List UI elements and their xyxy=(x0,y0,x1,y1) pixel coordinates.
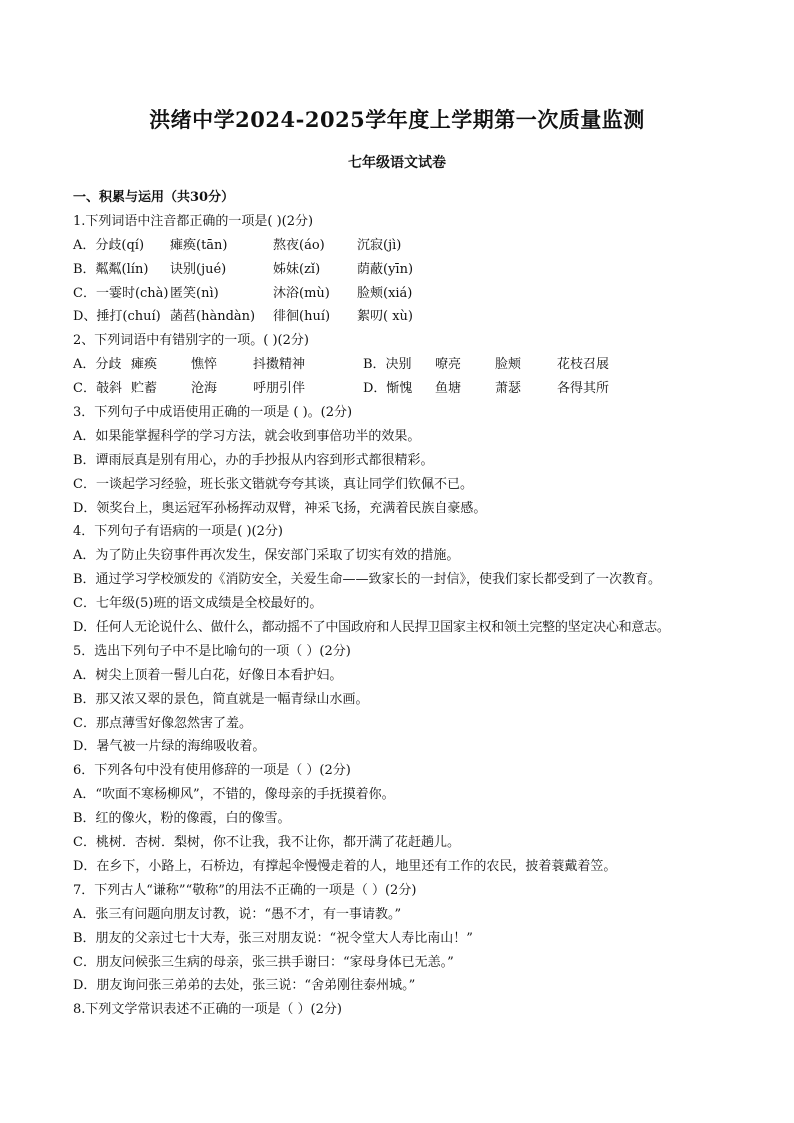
option-word: B．决别 xyxy=(363,357,412,373)
question-7-stem: 7．下列古人“谦称”“敬称”的用法不正确的一项是（ ）(2分) xyxy=(73,882,417,898)
question-5-option-b: B．那又浓又翠的景色，简直就是一幅青绿山水画。 xyxy=(73,691,369,707)
option-word: 荫蔽(yīn) xyxy=(357,261,414,277)
question-4-stem: 4．下列句子有语病的一项是( )(2分) xyxy=(73,524,283,540)
option-word: 抖擞精神 xyxy=(253,357,306,373)
option-word: C．一霎时(chà) xyxy=(73,285,169,301)
option-word: 各得其所 xyxy=(557,381,610,397)
option-word: D．惭愧 xyxy=(363,381,413,397)
option-word: A．分歧(qí) xyxy=(73,237,145,253)
question-3-option-a: A．如果能掌握科学的学习方法，就会收到事倍功半的效果。 xyxy=(73,428,421,444)
question-7-option-a: A．张三有问题向朋友讨教，说：“愚不才，有一事请教。” xyxy=(73,906,402,922)
question-4-option-a: A．为了防止失窃事件再次发生，保安部门采取了切实有效的措施。 xyxy=(73,548,460,564)
option-word: 沐浴(mù) xyxy=(273,285,330,301)
question-2-options-cd xyxy=(73,377,763,401)
option-word: 憔悴 xyxy=(191,357,218,373)
option-word: 贮蓄 xyxy=(131,381,158,397)
option-word: 菡萏(hàndàn) xyxy=(170,309,256,325)
option-word: 絮叨( xù) xyxy=(357,309,413,325)
question-6-option-c: C．桃树．杏树．梨树，你不让我，我不让你，都开满了花赶趟儿。 xyxy=(73,835,460,851)
option-word: 萧瑟 xyxy=(495,381,522,397)
question-2-stem: 2、下列词语中有错别字的一项。( )(2分) xyxy=(73,333,309,349)
question-1-option-b xyxy=(73,258,763,282)
question-6-stem: 6．下列各句中没有使用修辞的一项是（ ）(2分) xyxy=(73,763,351,779)
option-word: 姊妹(zǐ) xyxy=(273,261,321,277)
question-3-stem: 3．下列句子中成语使用正确的一项是 ( )。(2分) xyxy=(73,405,353,421)
option-word: 嘹亮 xyxy=(435,357,462,373)
question-6-option-b: B．红的像火，粉的像霞，白的像雪。 xyxy=(73,811,291,827)
page-title: 洪绪中学2024-2025学年度上学期第一次质量监测 xyxy=(149,107,645,132)
question-5-stem: 5．选出下列句子中不是比喻句的一项（ ）(2分) xyxy=(73,643,351,659)
question-1-option-a xyxy=(73,234,763,258)
option-word: B．粼粼(lín) xyxy=(73,261,149,277)
option-word: C．攲斜 xyxy=(73,381,122,397)
question-6-option-a: A．“吹面不寒杨柳风”，不错的，像母亲的手抚摸着你。 xyxy=(73,787,395,803)
option-word: 脸颊(xiá) xyxy=(357,285,413,301)
option-word: 瘫痪 xyxy=(131,357,158,373)
question-3-option-d: D．领奖台上，奥运冠军孙杨挥动双臂，神采飞扬，充满着民族自豪感。 xyxy=(73,500,487,516)
page-subtitle: 七年级语文试卷 xyxy=(348,155,446,171)
question-4-option-b: B．通过学习学校颁发的《消防安全，关爱生命——致家长的一封信》，使我们家长都受到了一次教育。 xyxy=(73,572,662,588)
section-heading: 一、积累与运用（共30分） xyxy=(73,190,235,205)
question-8-stem: 8.下列文学常识表述不正确的一项是（ ）(2分) xyxy=(73,1002,342,1018)
option-word: 瘫痪(tān) xyxy=(170,237,228,253)
question-3-option-c: C．一谈起学习经验，班长张文锴就夸夸其谈，真让同学们钦佩不已。 xyxy=(73,476,473,492)
exam-content xyxy=(73,186,763,1022)
question-4-option-c: C．七年级(5)班的语文成绩是全校最好的。 xyxy=(73,596,323,612)
option-word: 沧海 xyxy=(191,381,218,397)
question-7-option-d: D．朋友询问张三弟弟的去处，张三说：“舍弟刚往泰州城。” xyxy=(73,978,416,994)
question-6-option-d: D．在乡下，小路上，石桥边，有撑起伞慢慢走着的人，地里还有工作的农民，披着蓑戴着笠。 xyxy=(73,858,617,874)
question-1-option-c xyxy=(73,282,763,306)
option-word: 花枝召展 xyxy=(557,357,610,373)
option-word: D、捶打(chuí) xyxy=(73,309,161,325)
option-word: A．分歧 xyxy=(73,357,122,373)
question-3-option-b: B．谭雨辰真是别有用心，办的手抄报从内容到形式都很精彩。 xyxy=(73,452,434,468)
question-7-option-b: B．朋友的父亲过七十大寿，张三对朋友说：“祝令堂大人寿比南山！” xyxy=(73,930,473,946)
question-2-options-ab xyxy=(73,353,763,377)
question-1-option-d xyxy=(73,305,763,329)
option-word: 沉寂(jì) xyxy=(357,237,402,253)
question-1-stem: 1.下列词语中注音都正确的一项是( )(2分) xyxy=(73,213,314,229)
question-7-option-c: C．朋友问候张三生病的母亲，张三拱手谢曰：“家母身体已无恙。” xyxy=(73,954,454,970)
question-5-option-d: D．暑气被一片绿的海绵吸收着。 xyxy=(73,739,266,755)
option-word: 熬夜(áo) xyxy=(273,237,325,253)
option-word: 鱼塘 xyxy=(435,381,462,397)
option-word: 呼朋引伴 xyxy=(253,381,306,397)
option-word: 脸颊 xyxy=(495,357,522,373)
option-word: 徘徊(huí) xyxy=(273,309,331,325)
option-word: 匿笑(nì) xyxy=(170,285,219,301)
option-word: 诀别(jué) xyxy=(170,261,227,277)
question-5-option-c: C．那点薄雪好像忽然害了羞。 xyxy=(73,715,252,731)
question-5-option-a: A．树尖上顶着一髻儿白花，好像日本看护妇。 xyxy=(73,667,343,683)
question-4-option-d: D．任何人无论说什么、做什么，都动摇不了中国政府和人民捍卫国家主权和领土完整的坚定决心和意志。 xyxy=(73,620,670,636)
